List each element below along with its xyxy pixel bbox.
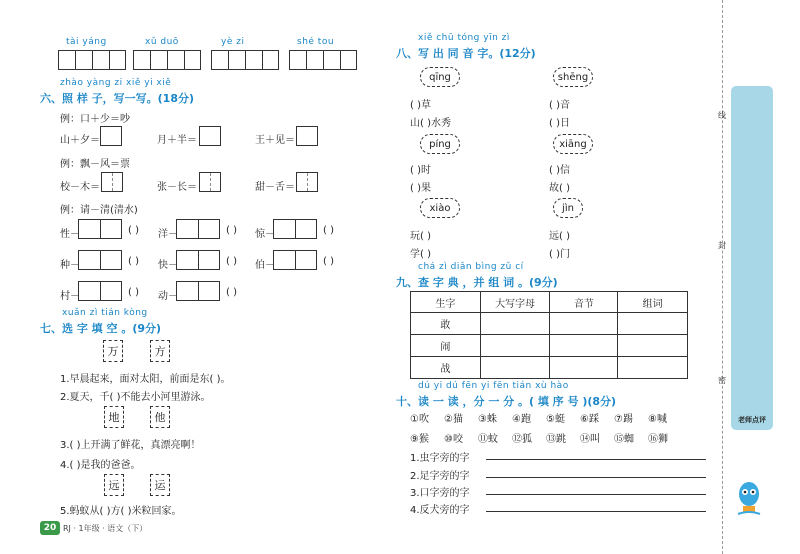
blank-item[interactable]: ( )时 [410, 165, 431, 176]
equation-text: 山＋夕＝ [60, 135, 100, 146]
binding-char: 线 [718, 111, 726, 120]
writing-grid[interactable] [133, 50, 201, 70]
section-6-title: 六、照 样 子，写一写。(18分) [40, 92, 195, 105]
answer-box[interactable] [78, 250, 122, 270]
binding-char: 封 [718, 241, 726, 250]
pinyin-capsule: píng [420, 134, 460, 154]
stem-text: 洋－ [158, 229, 178, 240]
pinyin-capsule: shēng [553, 67, 593, 87]
word-item: ①吹 [410, 414, 429, 425]
word-item: ③蛛 [478, 414, 497, 425]
table-cell-blank[interactable] [618, 357, 688, 379]
table-cell-blank[interactable] [550, 357, 618, 379]
section-pinyin: chá zì diǎn bìng zǔ cí [418, 262, 524, 272]
category-label: 2.足字旁的字 [410, 471, 470, 482]
word-item: ⑭叫 [580, 434, 600, 445]
paren-blank[interactable]: ( ) [226, 287, 237, 298]
blank-item[interactable]: ( )门 [549, 249, 570, 260]
writing-grid[interactable] [211, 50, 279, 70]
word-item: ②猫 [444, 414, 463, 425]
section-7-title: 七、选 字 填 空 。(9分) [40, 322, 162, 335]
question-text: 1.早晨起来，面对太阳，前面是东( )。 [60, 374, 231, 385]
word-item: ⑤蜓 [546, 414, 565, 425]
table-header: 大写字母 [480, 292, 550, 313]
section-pinyin: dú yi dú fēn yi fēn tián xù hào [418, 381, 569, 391]
table-header: 组词 [618, 292, 688, 313]
word-item: ⑫狐 [512, 434, 532, 445]
paren-blank[interactable]: ( ) [323, 256, 334, 267]
answer-box[interactable] [273, 250, 317, 270]
word-item: ⑩咬 [444, 434, 463, 445]
word-item: ⑬跳 [546, 434, 566, 445]
paren-blank[interactable]: ( ) [323, 225, 334, 236]
paren-blank[interactable]: ( ) [128, 287, 139, 298]
pinyin-capsule: xiāng [553, 134, 593, 154]
question-text: 3.( )上开满了鲜花，真漂亮啊！ [60, 440, 201, 451]
section-9-title: 九、查 字 典 ，并 组 词 。(9分) [396, 276, 558, 289]
stem-text: 种－ [60, 260, 80, 271]
blank-item[interactable]: ( )果 [410, 183, 431, 194]
equation-text: 张－长＝ [157, 182, 197, 193]
stem-text: 快－ [158, 260, 178, 271]
answer-line[interactable] [486, 494, 706, 495]
answer-box[interactable] [176, 250, 220, 270]
table-row [411, 357, 688, 379]
pinyin-label: tài yáng [66, 37, 107, 47]
word-item: ⑪蚊 [478, 434, 498, 445]
question-text: 4.( )是我的爸爸。 [60, 460, 141, 471]
writing-grid[interactable] [289, 50, 357, 70]
book-info: RJ · 1年级 · 语文（下） [63, 524, 148, 533]
answer-box[interactable] [296, 172, 318, 192]
section-10-title: 十、读 一 读 ，分 一 分 。( 填 序 号 )(8分) [396, 395, 617, 408]
table-cell-blank[interactable] [618, 335, 688, 357]
section-pinyin: xiě chū tóng yīn zì [418, 33, 510, 43]
blank-item[interactable]: 学( ) [410, 249, 431, 260]
stem-text: 动－ [158, 291, 178, 302]
choice-char: 运 [150, 474, 170, 496]
equation-text: 月＋半＝ [157, 135, 197, 146]
pinyin-label: yè zi [221, 37, 245, 47]
pinyin-capsule: qīng [420, 67, 460, 87]
word-item: ⑥踩 [580, 414, 599, 425]
pinyin-label: xǔ duō [145, 37, 179, 47]
question-text: 5.蚂蚁从( )方( )米粒回家。 [60, 506, 182, 517]
table-row [411, 335, 688, 357]
blank-item[interactable]: ( )音 [549, 100, 570, 111]
writing-grid[interactable] [58, 50, 126, 70]
blank-item[interactable]: ( )日 [549, 118, 570, 129]
paren-blank[interactable]: ( ) [128, 256, 139, 267]
answer-line[interactable] [486, 459, 706, 460]
stem-text: 惊－ [255, 229, 275, 240]
blank-item[interactable]: 远( ) [549, 231, 570, 242]
binding-char: 密 [718, 376, 726, 385]
equation-text: 王＋见＝ [255, 135, 295, 146]
word-item: ⑨猴 [410, 434, 429, 445]
choice-char: 万 [103, 340, 123, 362]
stem-text: 村－ [60, 291, 80, 302]
stem-text: 性－ [60, 229, 80, 240]
category-label: 3.口字旁的字 [410, 488, 470, 499]
blank-item[interactable]: 山( )水秀 [410, 118, 451, 129]
pinyin-capsule: xiào [420, 198, 460, 218]
section-pinyin: zhào yàng zi xiě yi xiě [60, 78, 172, 88]
category-label: 1.虫字旁的字 [410, 453, 470, 464]
answer-box[interactable] [78, 281, 122, 301]
choice-char: 远 [104, 474, 124, 496]
choice-char: 地 [104, 406, 124, 428]
blank-item[interactable]: ( )草 [410, 100, 431, 111]
table-cell-blank[interactable] [480, 313, 550, 335]
word-item: ④跑 [512, 414, 531, 425]
blank-item[interactable]: 故( ) [549, 183, 570, 194]
pinyin-label: shé tou [297, 37, 335, 47]
answer-box[interactable] [100, 126, 122, 146]
table-row [411, 313, 688, 335]
table-header: 音节 [550, 292, 618, 313]
table-cell-blank[interactable] [480, 357, 550, 379]
example-text: 例：飘－风＝票 [60, 159, 130, 170]
mascot-icon [734, 476, 764, 520]
section-pinyin: xuǎn zì tián kòng [62, 308, 148, 318]
answer-box[interactable] [273, 219, 317, 239]
choice-char: 方 [150, 340, 170, 362]
blank-item[interactable]: 玩( ) [410, 231, 431, 242]
answer-box[interactable] [176, 281, 220, 301]
table-cell-char: 战 [411, 357, 481, 379]
word-item: ⑮蜘 [614, 434, 634, 445]
table-header: 生字 [411, 292, 481, 313]
table-cell-blank[interactable] [480, 335, 550, 357]
answer-box[interactable] [296, 126, 318, 146]
section-8-title: 八、写 出 同 音 字。(12分) [396, 47, 536, 60]
page-number: 20 [40, 521, 60, 535]
word-item: ⑯狮 [648, 434, 668, 445]
teacher-comment-label: 老师点评 [738, 416, 766, 424]
cut-line [722, 0, 723, 554]
table-cell-char: 闹 [411, 335, 481, 357]
dictionary-table [410, 291, 688, 379]
example-text: 例：口＋少＝吵 [60, 114, 130, 125]
table-header-row [411, 292, 688, 313]
answer-box[interactable] [199, 172, 221, 192]
answer-box[interactable] [199, 126, 221, 146]
table-cell-blank[interactable] [618, 313, 688, 335]
pinyin-capsule: jìn [553, 198, 583, 218]
answer-box[interactable] [101, 172, 123, 192]
choice-char: 他 [150, 406, 170, 428]
answer-box[interactable] [176, 219, 220, 239]
table-cell-blank[interactable] [550, 335, 618, 357]
category-label: 4.反犬旁的字 [410, 505, 470, 516]
equation-text: 校－木＝ [60, 182, 100, 193]
equation-text: 甜－舌＝ [255, 182, 295, 193]
answer-line[interactable] [486, 511, 706, 512]
paren-blank[interactable]: ( ) [226, 256, 237, 267]
blank-item[interactable]: ( )信 [549, 165, 570, 176]
question-text: 2.夏天，千( )不能去小河里游泳。 [60, 392, 211, 403]
paren-blank[interactable]: ( ) [128, 225, 139, 236]
teacher-comment-panel [731, 86, 773, 430]
paren-blank[interactable]: ( ) [226, 225, 237, 236]
answer-line[interactable] [486, 477, 706, 478]
stem-text: 伯－ [255, 260, 275, 271]
example-text: 例：请－清(清水) [60, 205, 138, 216]
table-cell-blank[interactable] [550, 313, 618, 335]
word-item: ⑧喊 [648, 414, 667, 425]
answer-box[interactable] [78, 219, 122, 239]
table-cell-char: 敢 [411, 313, 481, 335]
word-item: ⑦踢 [614, 414, 633, 425]
